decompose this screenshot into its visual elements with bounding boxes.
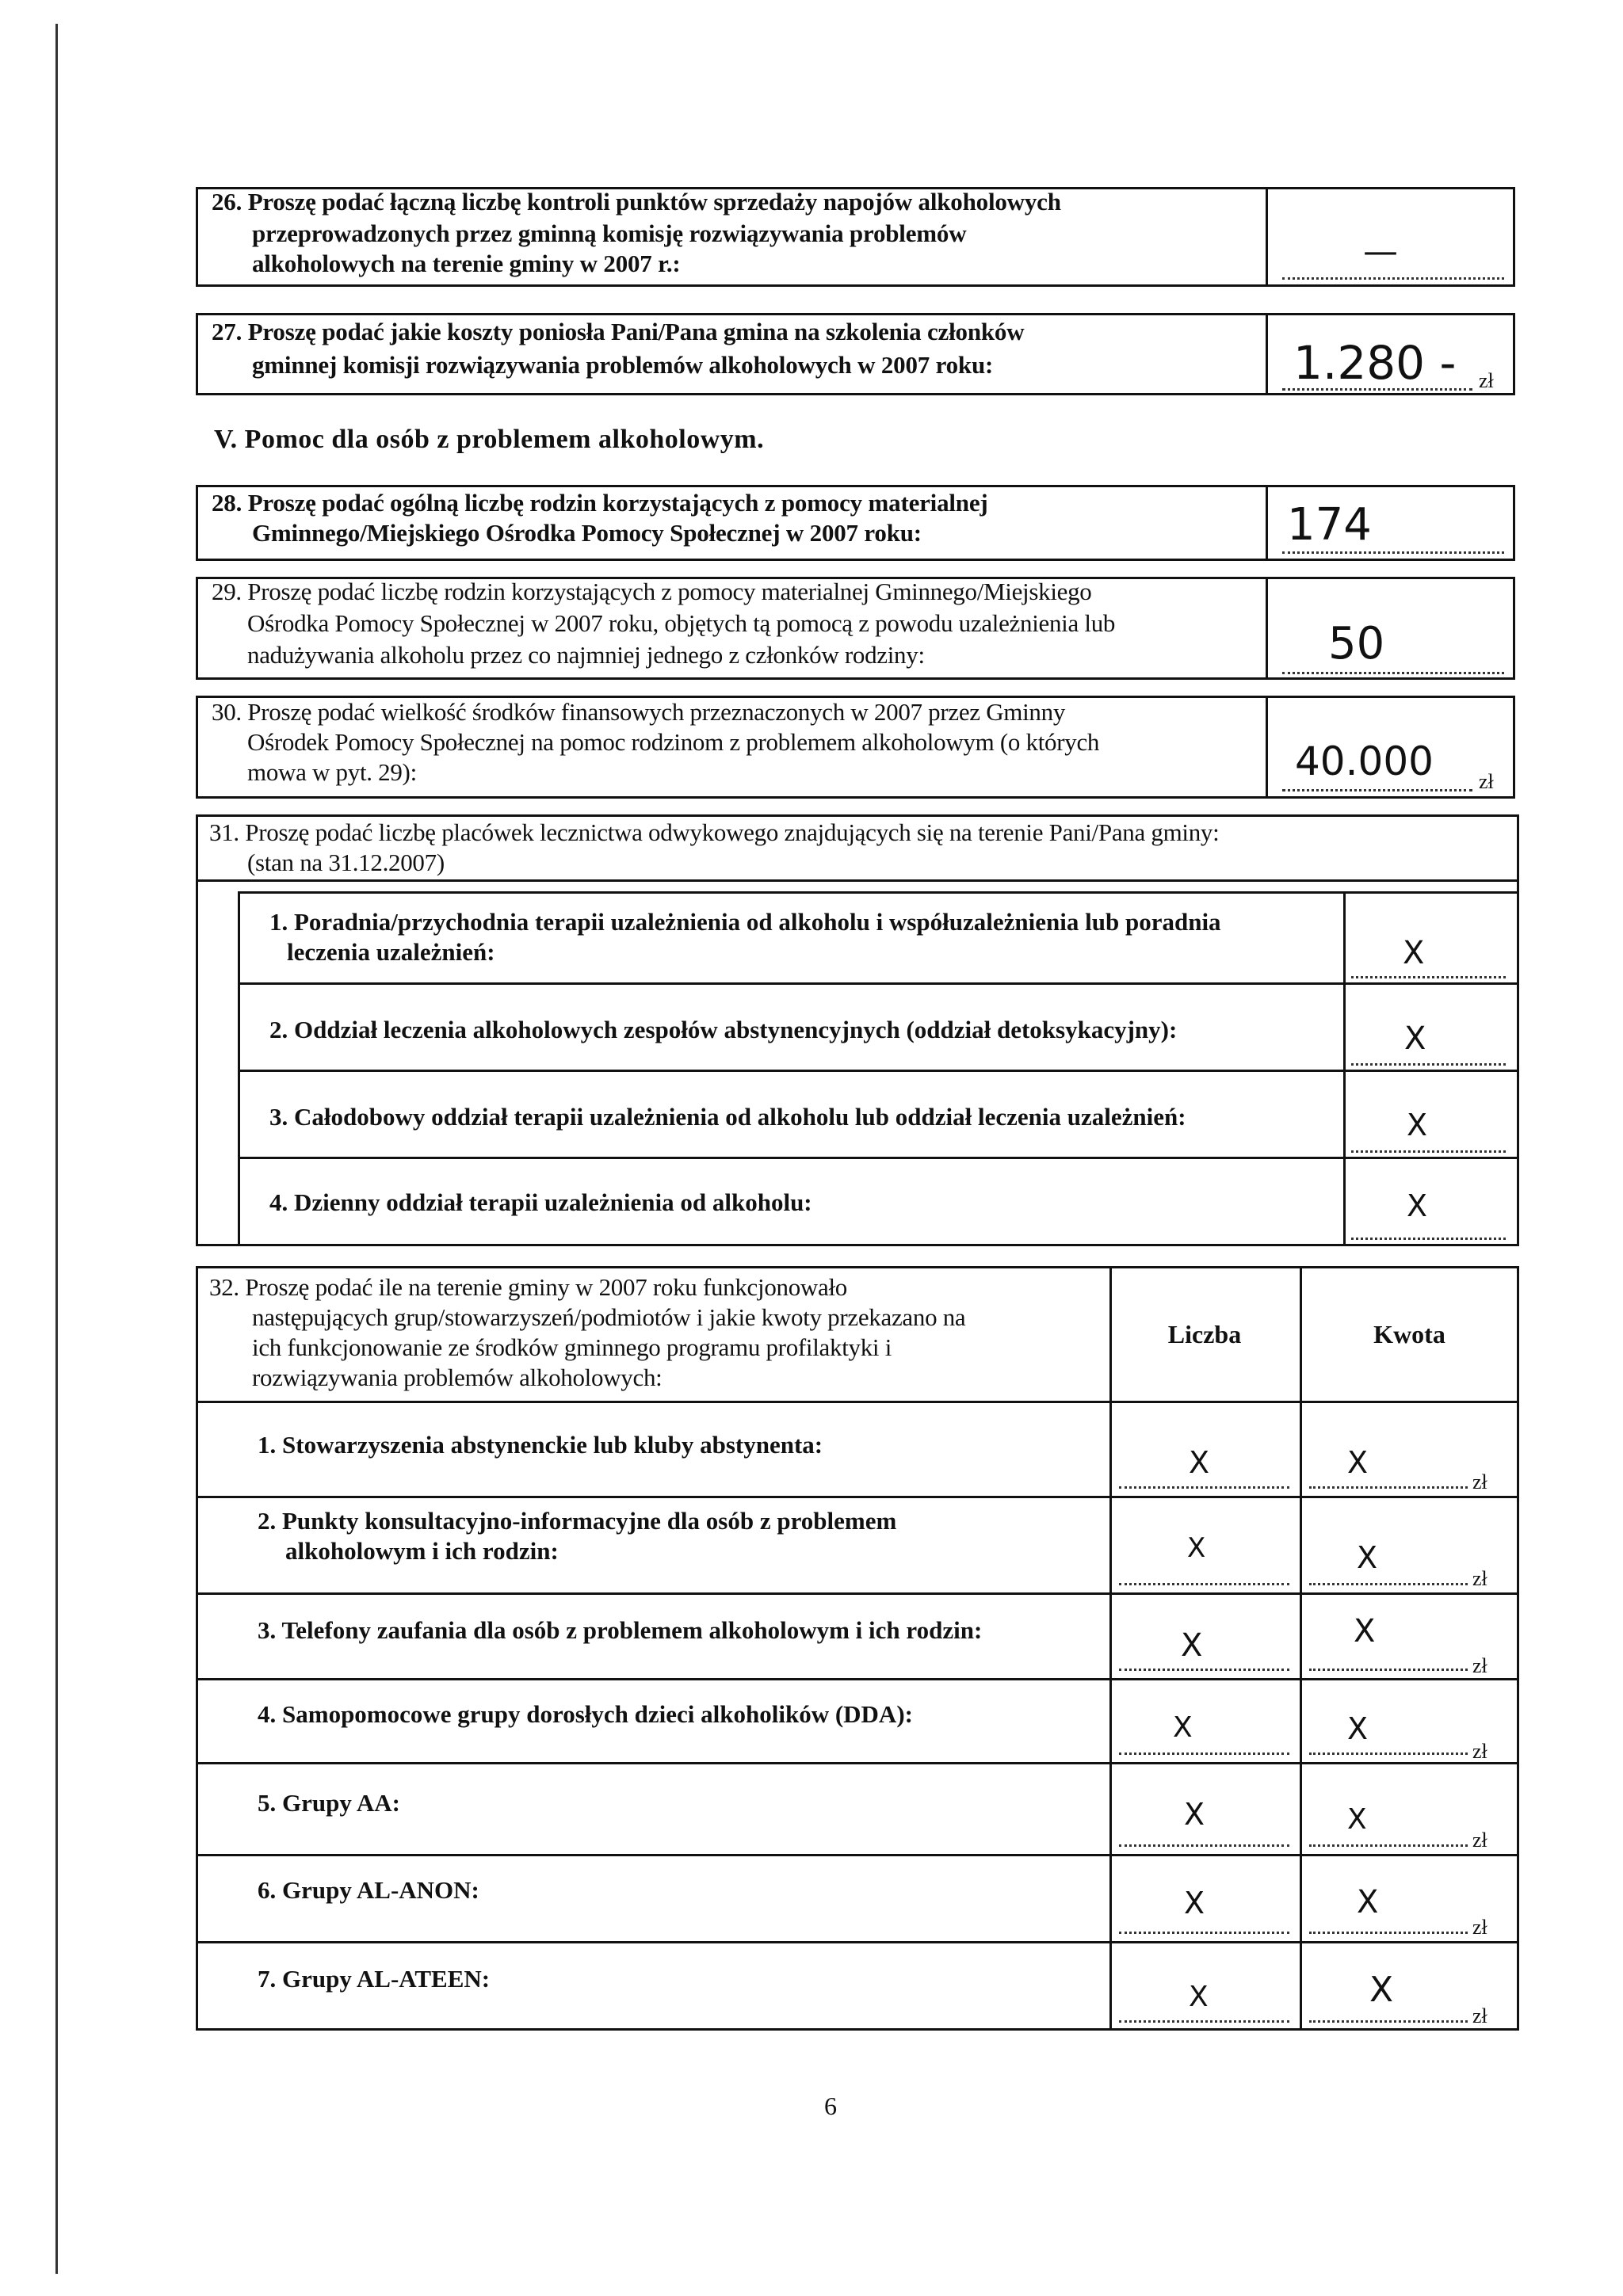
q30-text-line-2: Ośrodek Pomocy Społecznej na pomoc rodzinom z problemem alkoholowym (o których — [247, 728, 1100, 756]
q27-text-line-1: 27. Proszę podać jakie koszty poniosła Pani/Pana gmina na szkolenia członków — [212, 318, 1025, 345]
q32-row-5-count-line — [1119, 1844, 1289, 1847]
q30-text-line-3: mowa w pyt. 29): — [247, 758, 417, 786]
q31-item-3-line-1: 3. Całodobowy oddział terapii uzależnienia od alkoholu lub oddział leczenia uzależnień: — [269, 1103, 1186, 1131]
q32-row-1-count-line — [1119, 1486, 1289, 1489]
q31-item-4-answer-line — [1351, 1238, 1506, 1240]
q32-row-2-count: X — [1187, 1532, 1206, 1564]
q32-row-7-count-line — [1119, 2020, 1289, 2023]
q29-text-line-1: 29. Proszę podać liczbę rodzin korzystających z pomocy materialnej Gminnego/Miejskiego — [212, 578, 1092, 605]
q32-row-4-count-line — [1119, 1753, 1289, 1755]
q32-row-divider-6 — [196, 1941, 1519, 1943]
q28-text-line-2: Gminnego/Miejskiego Ośrodka Pomocy Społecznej w 2007 roku: — [252, 519, 922, 547]
q26-answer: — — [1363, 231, 1398, 272]
q30-text-line-1: 30. Proszę podać wielkość środków finansowych przeznaczonych w 2007 przez Gminny — [212, 698, 1066, 726]
q32-row-7-amount-line — [1309, 2020, 1468, 2023]
q32-row-3-unit: zł — [1472, 1654, 1487, 1677]
q31-header-divider — [196, 879, 1519, 882]
q29-answer: 50 — [1328, 618, 1385, 669]
q31-item-4-answer: X — [1407, 1188, 1428, 1223]
q30-answer: 40.000 — [1295, 738, 1434, 784]
q32-row-divider-5 — [196, 1854, 1519, 1856]
q32-row-4-amount-line — [1309, 1753, 1468, 1755]
q32-row-3-amount: X — [1354, 1613, 1376, 1650]
q31-item-1-answer-line — [1351, 976, 1506, 978]
q26-text-line-2: przeprowadzonych przez gminną komisję rozwiązywania problemów — [252, 219, 967, 247]
q32-row-3-count-line — [1119, 1669, 1289, 1671]
q32-row-5-unit: zł — [1472, 1829, 1487, 1852]
q29-text-line-3: nadużywania alkoholu przez co najmniej jednego z członków rodziny: — [247, 641, 925, 669]
q31-item-2-line-1: 2. Oddział leczenia alkoholowych zespołów abstynencyjnych (oddział detoksykacyjny): — [269, 1016, 1178, 1043]
q32-row-4-unit: zł — [1472, 1740, 1487, 1763]
q32-amount-col-divider — [1300, 1266, 1302, 2031]
q32-row-2-amount: X — [1357, 1540, 1378, 1575]
q32-row-7-unit: zł — [1472, 2004, 1487, 2027]
q32-row-divider-2 — [196, 1592, 1519, 1595]
q26-text-line-1: 26. Proszę podać łączną liczbę kontroli punktów sprzedaży napojów alkoholowych — [212, 188, 1061, 215]
q32-row-2-amount-line — [1309, 1583, 1468, 1585]
q28-answer: 174 — [1287, 499, 1372, 551]
q32-row-6-amount-line — [1309, 1932, 1468, 1934]
q32-text-line-1: 32. Proszę podać ile na terenie gminy w 2007 roku funkcjonowało — [209, 1273, 847, 1301]
q32-row-3-count: X — [1181, 1627, 1203, 1664]
q27-text-line-2: gminnej komisji rozwiązywania problemów alkoholowych w 2007 roku: — [252, 351, 994, 379]
q26-divider — [1266, 187, 1268, 287]
q32-amount-column-header: Kwota — [1373, 1320, 1445, 1348]
q32-row-3-label: 3. Telefony zaufania dla osób z problemem alkoholowym i ich rodzin: — [258, 1616, 983, 1644]
q32-text-line-3: ich funkcjonowanie ze środków gminnego programu profilaktyki i — [252, 1333, 892, 1361]
q32-row-6-amount: X — [1357, 1884, 1379, 1920]
q31-text-line-1: 31. Proszę podać liczbę placówek lecznictwa odwykowego znajdujących się na terenie Pani/Pana gminy: — [209, 818, 1220, 846]
q31-item-2-answer-line — [1351, 1063, 1506, 1066]
q31-item-1-answer: X — [1403, 935, 1425, 971]
q31-row-divider-3 — [238, 1157, 1519, 1159]
q32-row-2-count-line — [1119, 1583, 1289, 1585]
q32-row-7-amount: X — [1369, 1970, 1394, 2010]
q27-answer: 1.280 - — [1293, 336, 1457, 390]
q32-row-5-amount-line — [1309, 1844, 1468, 1847]
q29-divider — [1266, 577, 1268, 680]
q30-divider — [1266, 696, 1268, 799]
q32-row-1-count: X — [1189, 1445, 1210, 1480]
q32-header-divider — [196, 1401, 1519, 1403]
q28-answer-line — [1282, 551, 1504, 554]
q30-unit: zł — [1479, 770, 1494, 793]
q29-answer-line — [1282, 672, 1504, 674]
q27-divider — [1266, 313, 1268, 395]
q32-row-1-unit: zł — [1472, 1470, 1487, 1493]
q32-text-line-2: następujących grup/stowarzyszeń/podmiotów i jakie kwoty przekazano na — [252, 1303, 966, 1331]
q31-item-4-line-1: 4. Dzienny oddział terapii uzależnienia od alkoholu: — [269, 1188, 812, 1216]
q31-item-1-line-2: leczenia uzależnień: — [287, 938, 495, 966]
q32-row-6-label: 6. Grupy AL-ANON: — [258, 1876, 479, 1904]
q32-row-1-amount: X — [1347, 1445, 1369, 1480]
q32-row-7-count: X — [1189, 1981, 1209, 2013]
q32-row-6-count: X — [1184, 1886, 1205, 1920]
q32-row-6-unit: zł — [1472, 1916, 1487, 1939]
q31-item-3-answer: X — [1407, 1108, 1428, 1142]
q28-text-line-1: 28. Proszę podać ogólną liczbę rodzin korzystających z pomocy materialnej — [212, 489, 988, 517]
q31-row-divider-2 — [238, 1070, 1519, 1072]
q32-row-divider-4 — [196, 1762, 1519, 1764]
page-number: 6 — [824, 2092, 837, 2120]
q31-answer-divider — [1343, 891, 1346, 1246]
q32-row-2-unit: zł — [1472, 1567, 1487, 1590]
q32-row-4-label: 4. Samopomocowe grupy dorosłych dzieci alkoholików (DDA): — [258, 1700, 913, 1728]
q32-count-column-header: Liczba — [1167, 1320, 1242, 1348]
section-v-heading: V. Pomoc dla osób z problemem alkoholowym. — [214, 425, 765, 454]
q32-row-4-amount: X — [1347, 1711, 1369, 1746]
q32-row-divider-1 — [196, 1496, 1519, 1498]
q31-item-3-answer-line — [1351, 1150, 1506, 1153]
q32-row-1-amount-line — [1309, 1486, 1468, 1489]
q32-text-line-4: rozwiązywania problemów alkoholowych: — [252, 1363, 663, 1391]
q32-row-5-count: X — [1184, 1797, 1205, 1832]
q32-row-divider-3 — [196, 1678, 1519, 1680]
q32-count-col-divider — [1109, 1266, 1112, 2031]
q31-row-divider-1 — [238, 982, 1519, 985]
q27-unit: zł — [1479, 369, 1494, 392]
q32-row-3-amount-line — [1309, 1669, 1468, 1671]
q31-item-2-answer: X — [1404, 1020, 1426, 1057]
q31-item-1-line-1: 1. Poradnia/przychodnia terapii uzależnienia od alkoholu i współuzależnienia lub poradnia — [269, 908, 1221, 936]
q32-row-2-label-line-2: alkoholowym i ich rodzin: — [285, 1537, 559, 1565]
q32-row-4-count: X — [1173, 1711, 1193, 1744]
q32-row-6-count-line — [1119, 1932, 1289, 1934]
q32-row-5-label: 5. Grupy AA: — [258, 1789, 400, 1817]
scan-edge-line — [55, 24, 58, 2274]
q30-answer-line — [1282, 789, 1472, 791]
q32-row-2-label-line-1: 2. Punkty konsultacyjno-informacyjne dla osób z problemem — [258, 1507, 897, 1535]
q32-row-5-amount: X — [1347, 1803, 1367, 1836]
q26-answer-line — [1282, 277, 1504, 280]
q29-text-line-2: Ośrodka Pomocy Społecznej w 2007 roku, objętych tą pomocą z powodu uzależnienia lub — [247, 609, 1116, 637]
q31-text-line-2: (stan na 31.12.2007) — [247, 849, 445, 876]
q32-row-7-label: 7. Grupy AL-ATEEN: — [258, 1965, 491, 1993]
q28-divider — [1266, 485, 1268, 561]
q32-row-1-label: 1. Stowarzyszenia abstynenckie lub kluby abstynenta: — [258, 1431, 823, 1459]
q26-text-line-3: alkoholowych na terenie gminy w 2007 r.: — [252, 250, 681, 277]
